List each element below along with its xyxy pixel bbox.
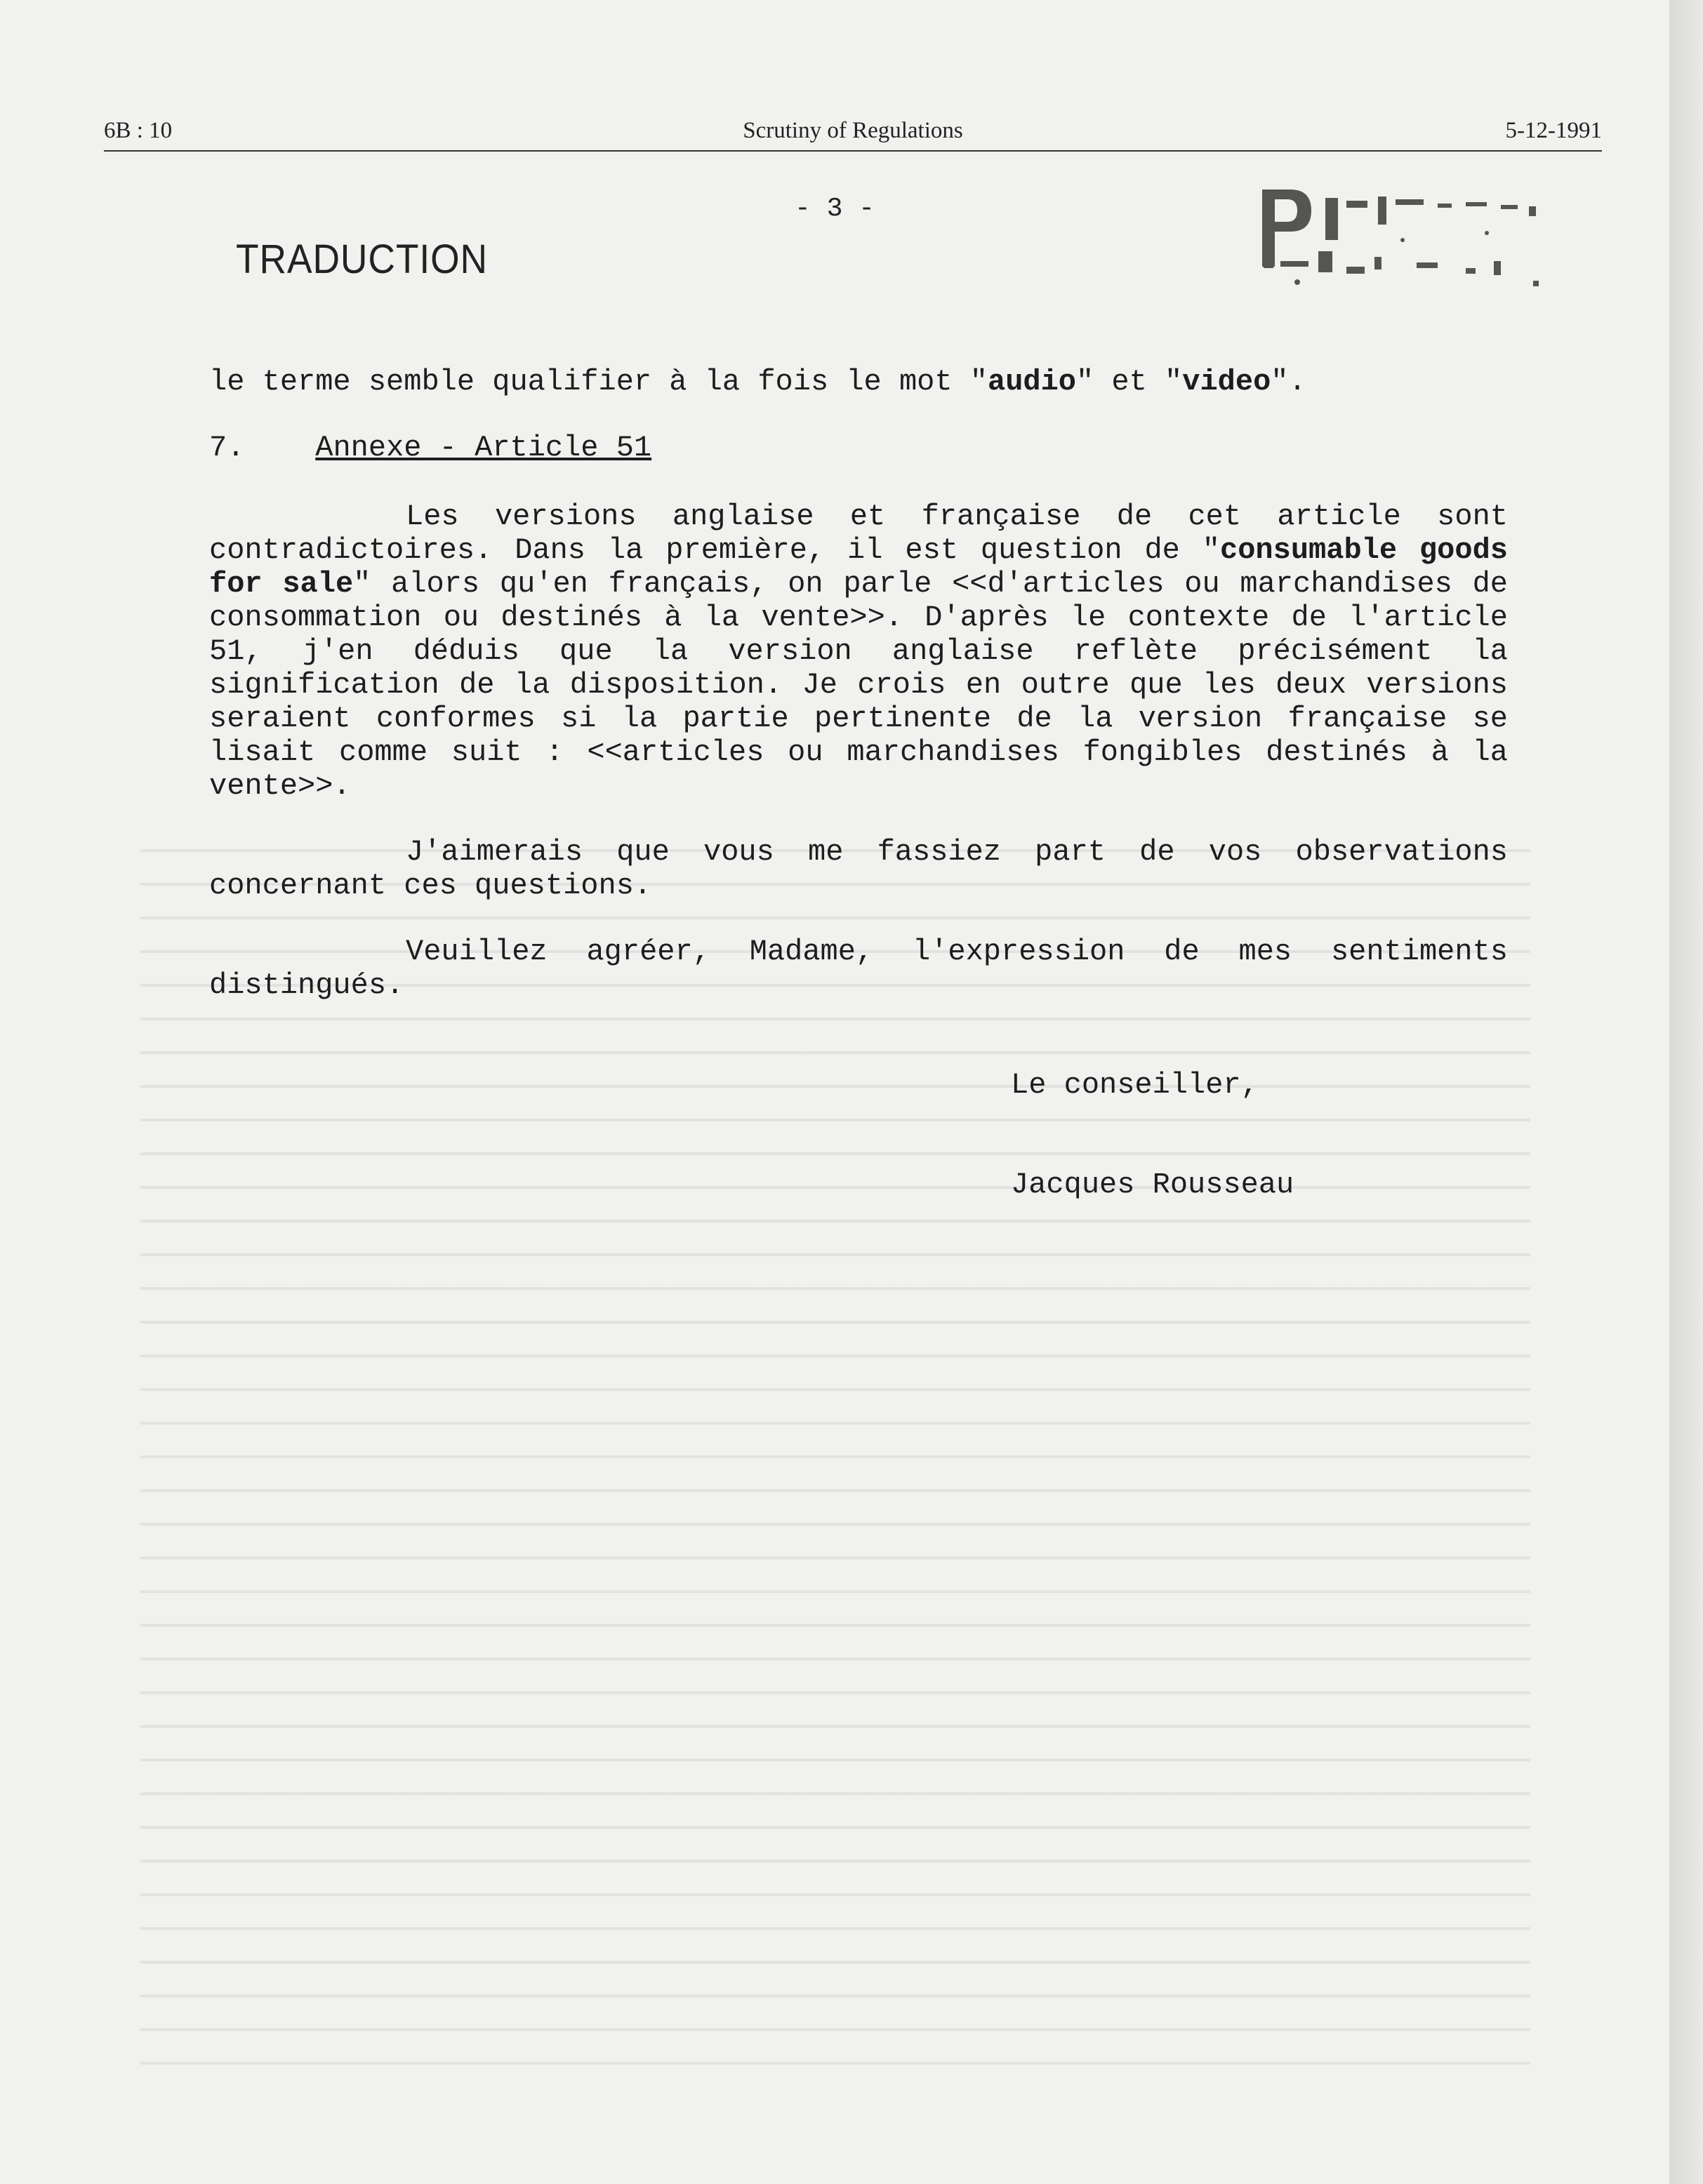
header-page-ref: 6B : 10 xyxy=(104,118,173,143)
paragraph-closing-formula: Veuillez agréer, Madame, l'expression de mes sentiments distingués. xyxy=(209,935,1508,1002)
header-rule xyxy=(104,150,1602,152)
p1-bold-video: video xyxy=(1182,365,1271,399)
show-through-texture xyxy=(140,828,1530,2091)
paragraph-article-51 xyxy=(209,500,1508,803)
traduction-label: TRADUCTION xyxy=(236,237,488,282)
header-title: Scrutiny of Regulations xyxy=(743,118,963,143)
closing-title: Le conseiller, xyxy=(1011,1068,1259,1102)
p2-text-b: " alors qu'en français, on parle <<d'articles ou marchandises de consommation ou destinés à la vente>>. D'après le contexte de l'article 51, j'en déduis que la version anglaise reflète précisément la signification de la disposition. Je crois en outre que les deux versions seraient conformes si la partie pertinente de la version française se lisait comme suit : <<articles ou marchandises fongibles destinés à la vente>>. xyxy=(209,567,1509,803)
p1-text-c: ". xyxy=(1271,365,1306,399)
page-edge xyxy=(1669,0,1703,2184)
draft-stamp-icon xyxy=(1255,184,1550,303)
section-title: Annexe - Article 51 xyxy=(315,431,652,465)
section-number: 7. xyxy=(209,431,245,465)
paragraph-continuation xyxy=(209,365,1508,399)
page-number: - 3 - xyxy=(794,194,875,224)
p1-text-b: " et " xyxy=(1076,365,1183,399)
signature-name: Jacques Rousseau xyxy=(1011,1168,1294,1201)
paragraph-observations: J'aimerais que vous me fassiez part de vos observations concernant ces questions. xyxy=(209,835,1508,903)
section-heading xyxy=(209,431,1508,465)
p1-text-a: le terme semble qualifier à la fois le mot " xyxy=(209,365,988,399)
page-header xyxy=(104,118,1602,152)
p2-bold-term: consumable goods for sale xyxy=(209,533,1509,601)
p2-text-a: Les versions anglaise et française de cet article sont contradictoires. Dans la première, il est question de " xyxy=(209,500,1508,567)
p1-bold-audio: audio xyxy=(987,365,1077,399)
header-date: 5-12-1991 xyxy=(1505,118,1602,143)
